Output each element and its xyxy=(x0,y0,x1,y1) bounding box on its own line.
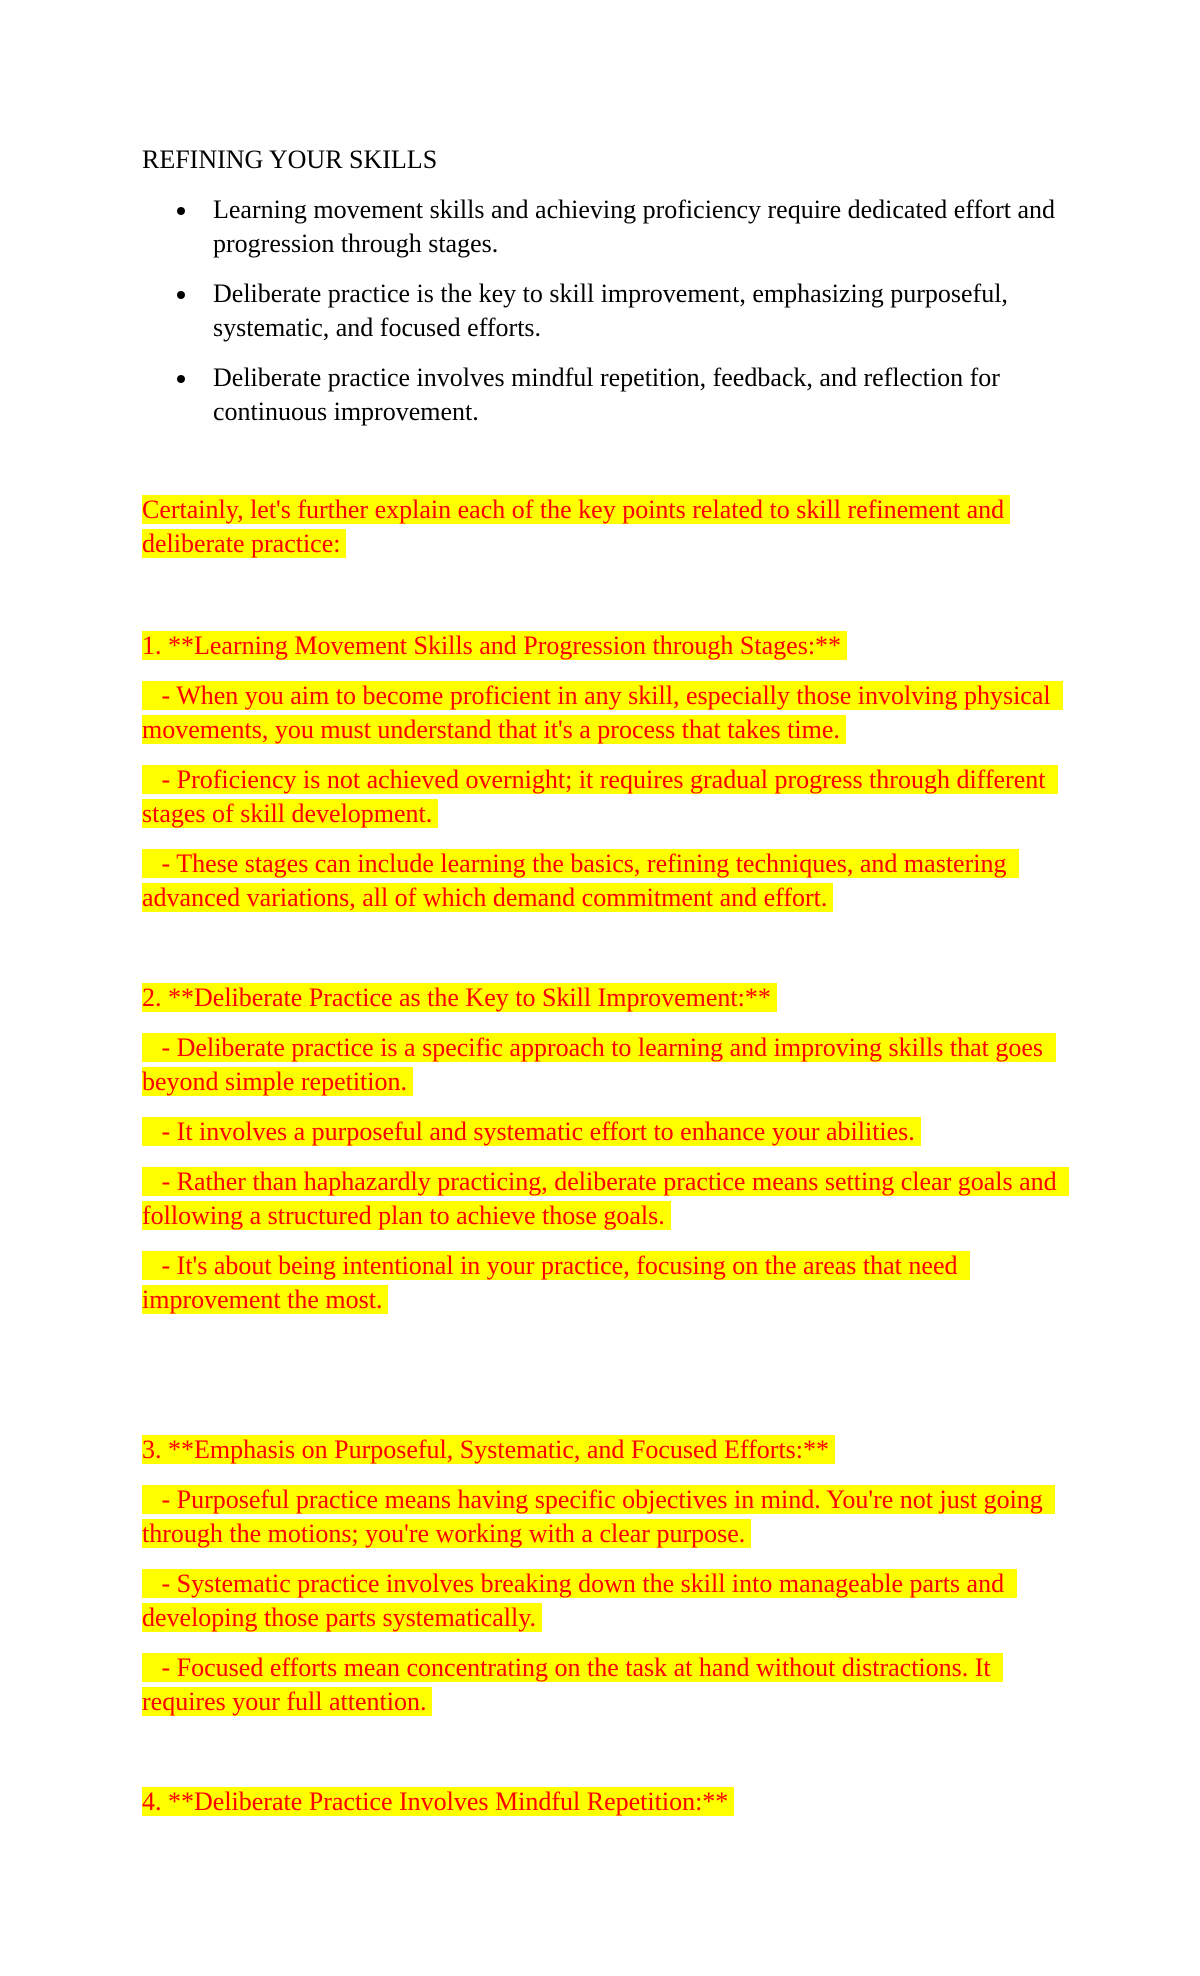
summary-bullet xyxy=(142,361,1072,429)
section-heading xyxy=(142,981,1072,1015)
summary-bullet-list xyxy=(142,193,1072,445)
summary-bullet-text: Deliberate practice involves mindful repetition, feedback, and reflection for continuous improvement. xyxy=(213,363,1000,426)
bullet-dot-icon xyxy=(177,291,185,299)
section-point-text: - When you aim to become proficient in any skill, especially those involving physical movements, you must understand that it's a process that takes time. xyxy=(142,681,1063,744)
intro-text: Certainly, let's further explain each of the key points related to skill refinement and deliberate practice: xyxy=(142,495,1010,558)
section-point xyxy=(142,1165,1072,1233)
section-point-text: - Systematic practice involves breaking down the skill into manageable parts and developing those parts systematically. xyxy=(142,1569,1017,1632)
summary-bullet xyxy=(142,277,1072,345)
bullet-dot-icon xyxy=(177,207,185,215)
section-point-text: - These stages can include learning the basics, refining techniques, and mastering advanced variations, all of which demand commitment and effort. xyxy=(142,849,1019,912)
section-point xyxy=(142,1031,1072,1099)
document-title: REFINING YOUR SKILLS xyxy=(142,145,438,174)
bullet-dot-icon xyxy=(177,375,185,383)
section-point xyxy=(142,1249,1072,1317)
section-point-text: - It involves a purposeful and systematic effort to enhance your abilities. xyxy=(142,1117,921,1146)
section-heading xyxy=(142,1785,1072,1819)
summary-bullet-text: Deliberate practice is the key to skill improvement, emphasizing purposeful, systematic, and focused efforts. xyxy=(213,279,1008,342)
section-point xyxy=(142,847,1072,915)
section-point-text: - Rather than haphazardly practicing, deliberate practice means setting clear goals and following a structured plan to achieve those goals. xyxy=(142,1167,1069,1230)
section-point-text: - Focused efforts mean concentrating on the task at hand without distractions. It requires your full attention. xyxy=(142,1653,1003,1716)
section-heading xyxy=(142,1433,1072,1467)
section-heading-text: 1. **Learning Movement Skills and Progression through Stages:** xyxy=(142,631,847,660)
section-point xyxy=(142,763,1072,831)
section-point xyxy=(142,679,1072,747)
section-point xyxy=(142,1483,1072,1551)
section-heading-text: 4. **Deliberate Practice Involves Mindful Repetition:** xyxy=(142,1787,734,1816)
intro-paragraph xyxy=(142,493,1072,561)
section-heading-text: 3. **Emphasis on Purposeful, Systematic, and Focused Efforts:** xyxy=(142,1435,835,1464)
section-point-text: - Deliberate practice is a specific approach to learning and improving skills that goes beyond simple repetition. xyxy=(142,1033,1056,1096)
section-heading-text: 2. **Deliberate Practice as the Key to Skill Improvement:** xyxy=(142,983,777,1012)
summary-bullet xyxy=(142,193,1072,261)
summary-bullet-text: Learning movement skills and achieving proficiency require dedicated effort and progression through stages. xyxy=(213,195,1056,258)
section-point-text: - Purposeful practice means having specific objectives in mind. You're not just going through the motions; you're working with a clear purpose. xyxy=(142,1485,1055,1548)
section-heading xyxy=(142,629,1072,663)
section-point xyxy=(142,1567,1072,1635)
section-point-text: - Proficiency is not achieved overnight; it requires gradual progress through different stages of skill development. xyxy=(142,765,1058,828)
section-point xyxy=(142,1115,1072,1149)
section-point-text: - It's about being intentional in your practice, focusing on the areas that need improvement the most. xyxy=(142,1251,970,1314)
section-point xyxy=(142,1651,1072,1719)
